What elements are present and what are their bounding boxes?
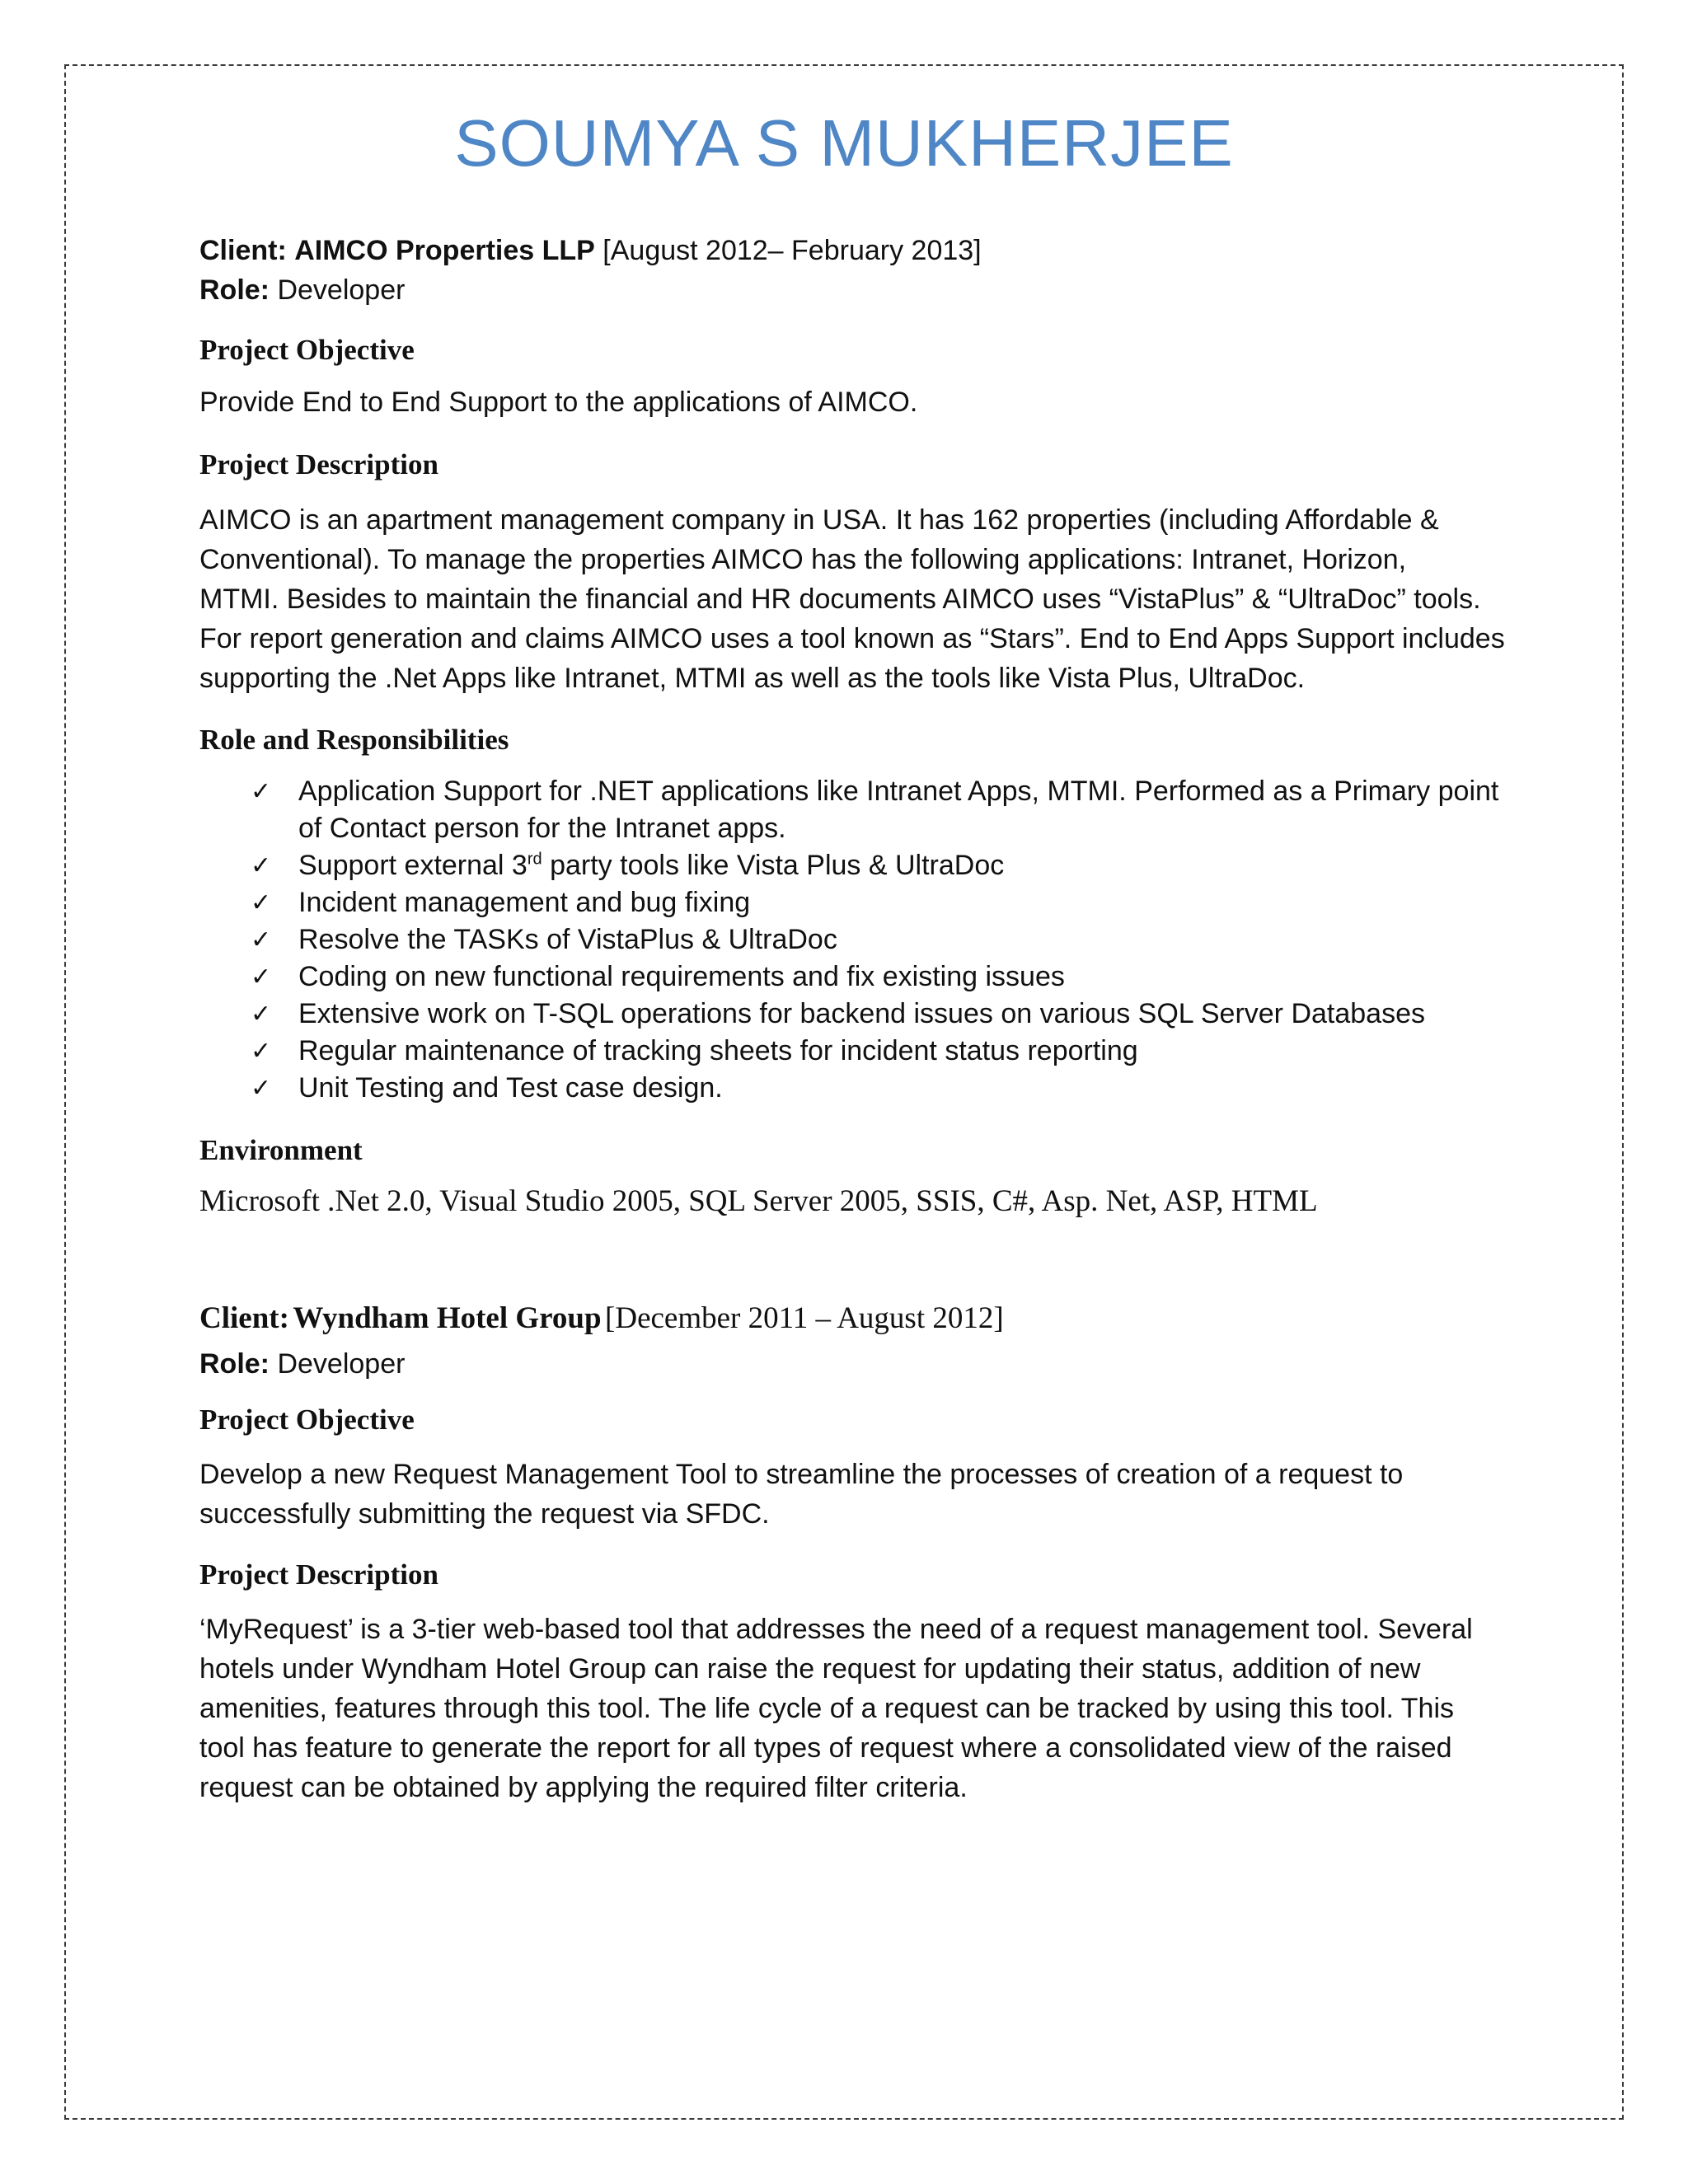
environment-text: Microsoft .Net 2.0, Visual Studio 2005, SQL Server 2005, SSIS, C#, Asp. Net, ASP, HTML [199, 1184, 1318, 1218]
role-label: Role: [199, 274, 270, 306]
client-name: AIMCO Properties LLP [294, 235, 595, 266]
objective-text: Provide End to End Support to the applications of AIMCO. [199, 387, 918, 418]
description-text [199, 1610, 1551, 1807]
checkmark-icon: ✓ [251, 852, 272, 879]
role-value: Developer [277, 274, 406, 306]
objective-line: Develop a new Request Management Tool to streamline the processes of creation of a request to [199, 1459, 1404, 1490]
client-period: [August 2012– February 2013] [603, 235, 982, 266]
checkmark-icon: ✓ [251, 778, 272, 805]
objective-text [199, 1455, 1551, 1534]
objective-heading: Project Objective [199, 334, 415, 366]
responsibilities-list [199, 773, 1551, 1107]
role-label: Role: [199, 1348, 270, 1380]
description-line: MTMI. Besides to maintain the financial and HR documents AIMCO uses “VistaPlus” & “UltraDoc” tools. [199, 583, 1481, 615]
list-item: ✓ Regular maintenance of tracking sheets for incident status reporting [199, 1033, 1551, 1070]
list-item: ✓ Resolve the TASKs of VistaPlus & UltraDoc [199, 921, 1551, 958]
list-item: ✓ Support external 3rd party tools like Vista Plus & UltraDoc [199, 847, 1551, 884]
role-line [199, 1344, 1551, 1384]
description-heading: Project Description [199, 448, 438, 480]
objective-line: successfully submitting the request via SFDC. [199, 1498, 770, 1530]
description-line: supporting the .Net Apps like Intranet, MTMI as well as the tools like Vista Plus, UltraDoc. [199, 663, 1306, 694]
description-line: ‘MyRequest’ is a 3-tier web-based tool that addresses the need of a request management tool. Several [199, 1614, 1473, 1645]
checkmark-icon: ✓ [251, 1001, 272, 1028]
client-line [199, 1299, 1551, 1344]
list-item: ✓ Extensive work on T-SQL operations for backend issues on various SQL Server Databases [199, 996, 1551, 1033]
checkmark-icon: ✓ [251, 963, 272, 991]
list-item: ✓ Coding on new functional requirements and fix existing issues [199, 958, 1551, 996]
list-item: ✓ Unit Testing and Test case design. [199, 1070, 1551, 1107]
description-line: request can be obtained by applying the required filter criteria. [199, 1772, 968, 1803]
description-line: amenities, features through this tool. The life cycle of a request can be tracked by using this tool. This [199, 1693, 1455, 1724]
project-1-header [199, 231, 1551, 310]
checkmark-icon: ✓ [251, 889, 272, 916]
description-line: hotels under Wyndham Hotel Group can raise the request for updating their status, addition of new [199, 1653, 1421, 1685]
checkmark-icon: ✓ [251, 1038, 272, 1065]
client-period: [December 2011 – August 2012] [605, 1301, 1004, 1335]
checkmark-icon: ✓ [251, 1075, 272, 1102]
role-value: Developer [277, 1348, 406, 1380]
client-label: Client: [199, 1301, 289, 1335]
description-text [199, 500, 1551, 698]
checkmark-icon: ✓ [251, 926, 272, 954]
project-2-header [199, 1299, 1551, 1384]
candidate-name: SOUMYA S MUKHERJEE [454, 106, 1234, 180]
responsibilities-heading: Role and Responsibilities [199, 724, 509, 756]
description-line: tool has feature to generate the report for all types of request where a consolidated view of the raised [199, 1732, 1452, 1764]
list-item: ✓ Application Support for .NET applications like Intranet Apps, MTMI. Performed as a Primary point of Contact person for the Intranet apps. [199, 773, 1551, 847]
list-item: ✓ Incident management and bug fixing [199, 884, 1551, 921]
description-heading: Project Description [199, 1558, 438, 1591]
role-line [199, 270, 1551, 310]
description-line: For report generation and claims AIMCO uses a tool known as “Stars”. End to End Apps Support includes [199, 623, 1505, 654]
environment-heading: Environment [199, 1134, 363, 1166]
client-name: Wyndham Hotel Group [293, 1301, 602, 1335]
client-label: Client: [199, 235, 287, 266]
description-line: Conventional). To manage the properties AIMCO has the following applications: Intranet, Horizon, [199, 544, 1407, 575]
client-line [199, 231, 1551, 270]
objective-heading: Project Objective [199, 1404, 415, 1436]
description-line: AIMCO is an apartment management company in USA. It has 162 properties (including Affordable & [199, 504, 1439, 536]
